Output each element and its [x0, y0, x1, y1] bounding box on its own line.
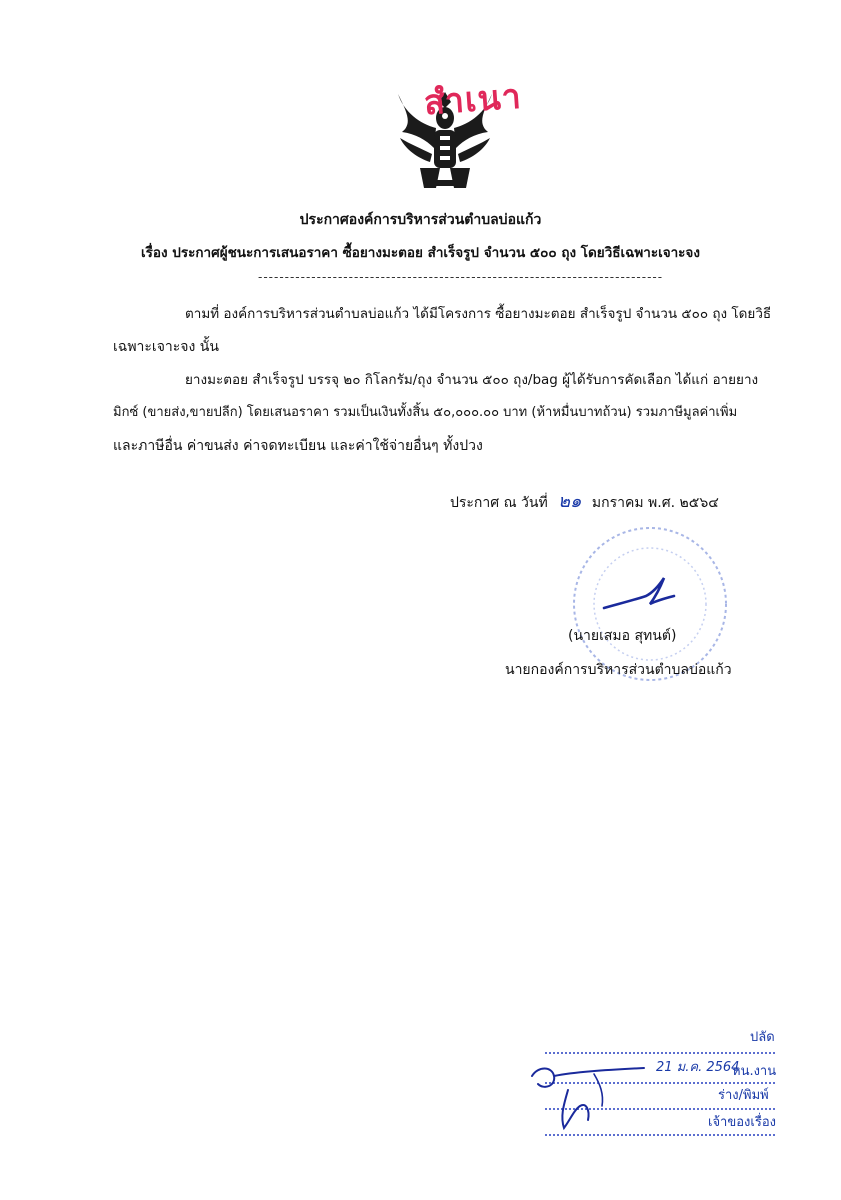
document-subject: เรื่อง ประกาศผู้ชนะการเสนอราคา ซื้อยางมะตอย สำเร็จรูป จำนวน ๕๐๐ ถุง โดยวิธีเฉพาะเจาะจง [141, 245, 700, 261]
copy-stamp: สำเนา [422, 76, 524, 124]
document-title: ประกาศองค์การบริหารส่วนตำบลบ่อแก้ว [299, 212, 542, 228]
paragraph-2-line-2: มิกซ์ (ขายส่ง,ขายปลีก) โดยเสนอราคา รวมเป็นเงินทั้งสิ้น ๕๐,๐๐๐.๐๐ บาท (ห้าหมื่นบาทถ้วน) รวมภาษีมูลค่าเพิ่ม [113, 405, 738, 420]
paragraph-1-line-2: เฉพาะเจาะจง นั้น [113, 339, 219, 355]
announce-month-year: มกราคม พ.ศ. ๒๕๖๔ [591, 495, 719, 511]
signer-position: นายกองค์การบริหารส่วนตำบลบ่อแก้ว [505, 662, 732, 678]
routing-line-4: เจ้าของเรื่อง [708, 1115, 776, 1130]
announce-prefix: ประกาศ ณ วันที่ [450, 495, 548, 511]
paragraph-2-line-1: ยางมะตอย สำเร็จรูป บรรจุ ๒๐ กิโลกรัม/ถุง จำนวน ๕๐๐ ถุง/bag ผู้ได้รับการคัดเลือก ได้แก่ อายยาง [185, 372, 759, 388]
announce-day: ๒๑ [558, 491, 582, 512]
paragraph-1-line-1: ตามที่ องค์การบริหารส่วนตำบลบ่อแก้ว ได้มีโครงการ ซื้อยางมะตอย สำเร็จรูป จำนวน ๕๐๐ ถุง โดยวิธี [185, 306, 772, 322]
announce-date [450, 492, 719, 513]
routing-signature [524, 1050, 664, 1140]
signer-name: (นายเสมอ สุทนต์) [568, 628, 677, 644]
header-divider: ---------------------------------------------------------------------------- [258, 270, 664, 284]
paragraph-2-line-3: และภาษีอื่น ค่าขนส่ง ค่าจดทะเบียน และค่าใช้จ่ายอื่นๆ ทั้งปวง [113, 438, 483, 454]
routing-line-1: ปลัด [750, 1030, 775, 1045]
routing-line-2: หน.งาน [732, 1064, 777, 1079]
routing-date: 21 ม.ค. 2564 [656, 1060, 740, 1075]
routing-line-3: ร่าง/พิมพ์ [718, 1088, 769, 1103]
signature [600, 574, 680, 614]
